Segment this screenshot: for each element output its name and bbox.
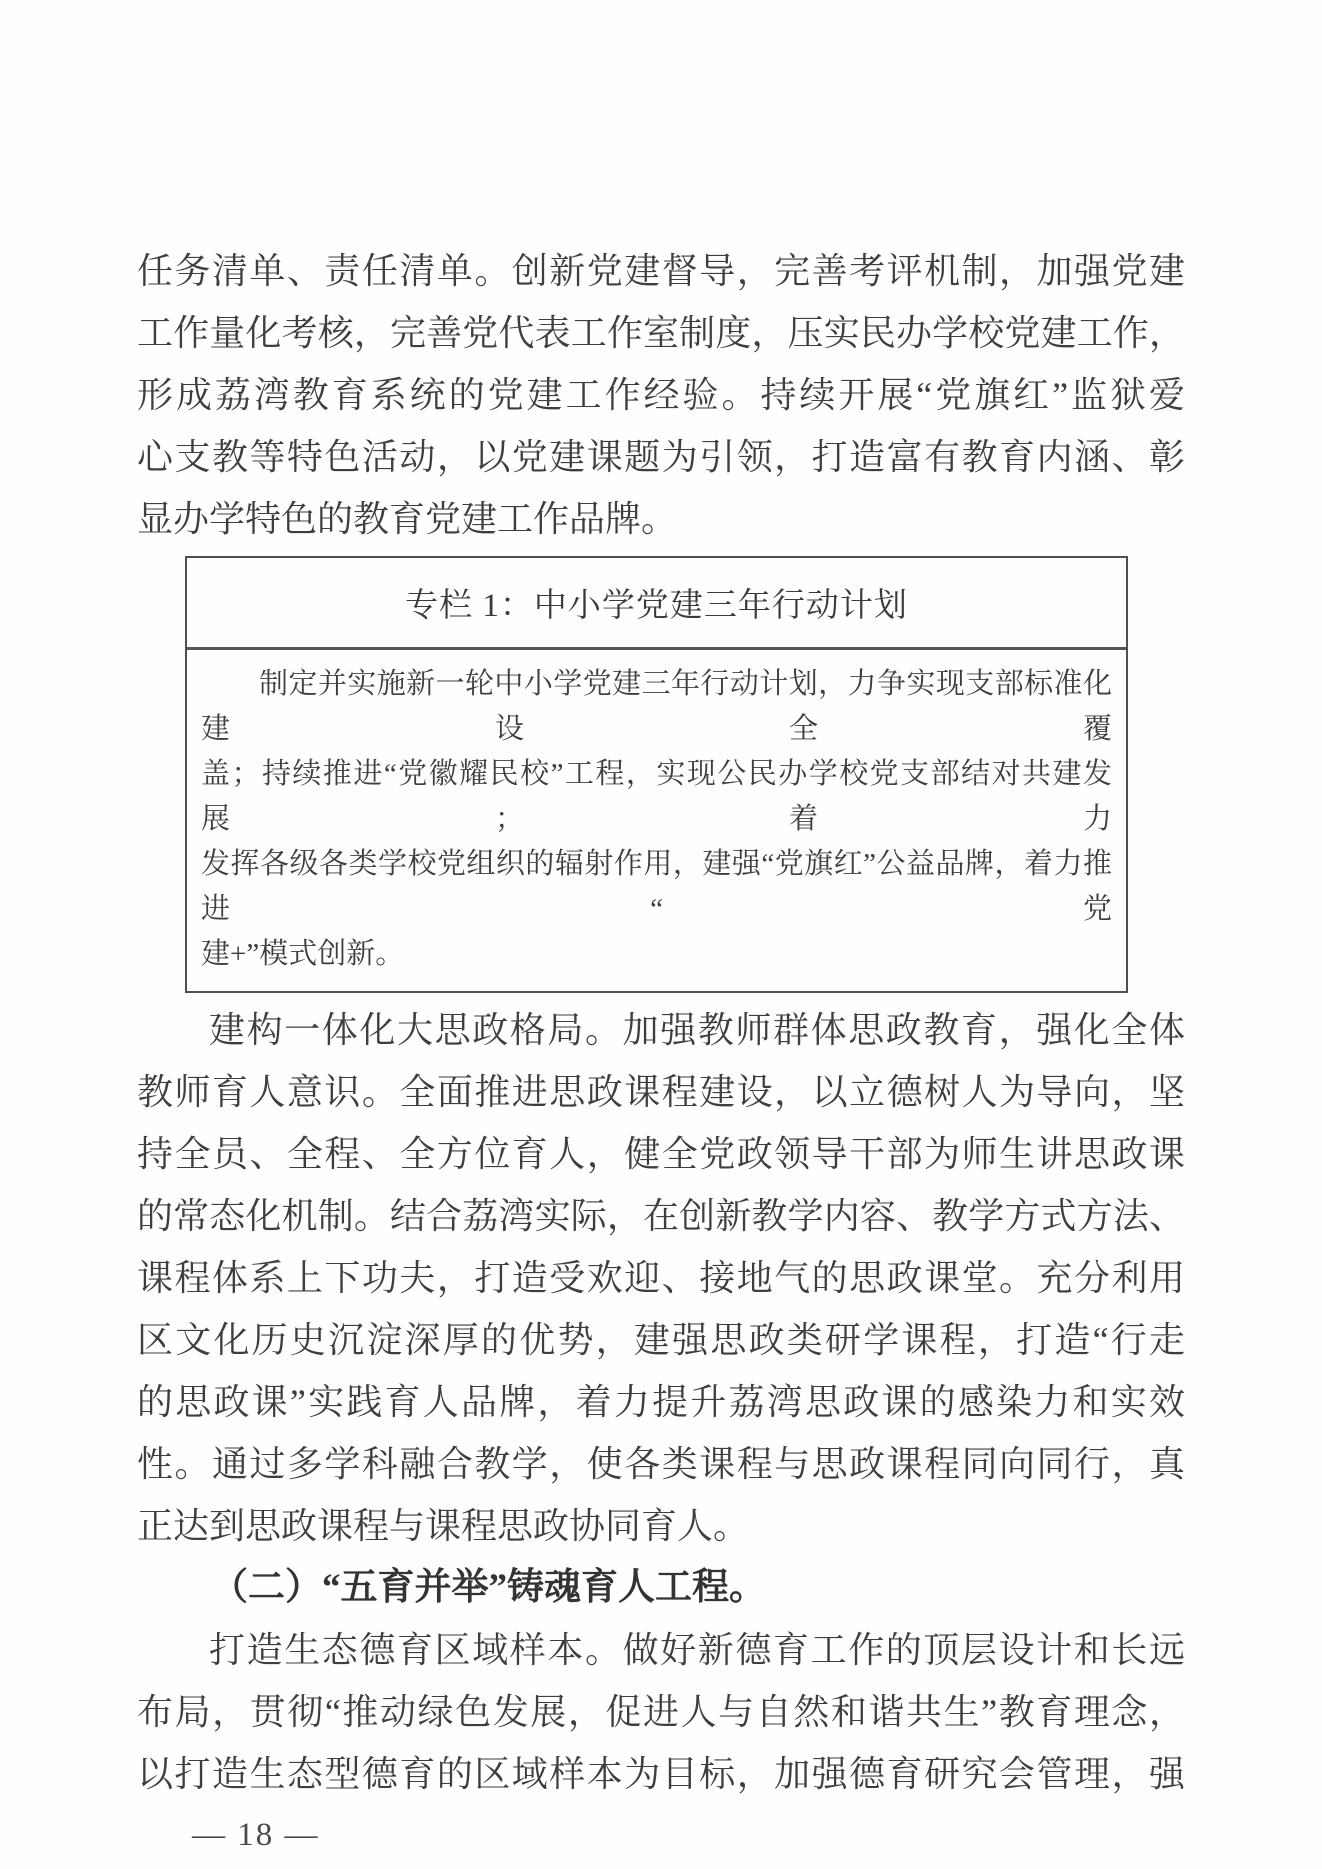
body-line: 正达到思政课程与课程思政协同育人。 — [137, 1506, 750, 1546]
body-line: 以打造生态型德育的区域样本为目标，加强德育研究会管理，强 — [137, 1754, 1185, 1794]
body-line: 心支教等特色活动，以党建课题为引领，打造富有教育内涵、彰 — [137, 437, 1185, 477]
body-line: 课程体系上下功夫，打造受欢迎、接地气的思政课堂。充分利用 — [137, 1258, 1185, 1298]
body-line: 工作量化考核，完善党代表工作室制度，压实民办学校党建工作， — [137, 313, 1185, 353]
page-number-footer: — 18 — — [192, 1817, 320, 1853]
policy-box-title: 专栏 1：中小学党建三年行动计划 — [405, 588, 908, 624]
body-line: 布局，贯彻“推动绿色发展，促进人与自然和谐共生”教育理念， — [137, 1692, 1185, 1732]
body-line: 性。通过多学科融合教学，使各类课程与思政课程同向同行，真 — [137, 1444, 1185, 1484]
paragraph-3 — [137, 1619, 1185, 1805]
body-line: 打造生态德育区域样本。做好新德育工作的顶层设计和长远 — [209, 1630, 1185, 1670]
body-line: 建构一体化大思政格局。加强教师群体思政教育，强化全体 — [209, 1010, 1185, 1050]
body-line: 的常态化机制。结合荔湾实际，在创新教学内容、教学方式方法、 — [137, 1196, 1185, 1236]
body-line: 区文化历史沉淀深厚的优势，建强思政类研学课程，打造“行走 — [137, 1320, 1185, 1360]
body-line: 显办学特色的教育党建工作品牌。 — [137, 499, 678, 539]
box-line: 发挥各级各类学校党组织的辐射作用，建强“党旗红”公益品牌，着力推进“党 — [201, 848, 1112, 925]
body-line: 形成荔湾教育系统的党建工作经验。持续开展“党旗红”监狱爱 — [137, 375, 1185, 415]
body-line: 持全员、全程、全方位育人，健全党政领导干部为师生讲思政课 — [137, 1134, 1185, 1174]
page-content — [137, 240, 1185, 1857]
paragraph-1 — [137, 240, 1185, 550]
box-line: 盖；持续推进“党徽耀民校”工程，实现公民办学校党支部结对共建发展；着力 — [201, 758, 1112, 835]
body-line: 的思政课”实践育人品牌，着力提升荔湾思政课的感染力和实效 — [137, 1382, 1185, 1422]
policy-box-header — [187, 558, 1126, 650]
policy-box-body — [187, 650, 1126, 991]
body-line: 任务清单、责任清单。创新党建督导，完善考评机制，加强党建 — [137, 251, 1185, 291]
paragraph-2 — [137, 999, 1185, 1557]
section-heading: （二）“五育并举”铸魂育人工程。 — [211, 1567, 766, 1608]
policy-column-box — [185, 556, 1128, 993]
body-line: 教师育人意识。全面推进思政课程建设，以立德树人为导向，坚 — [137, 1072, 1185, 1112]
box-line: 制定并实施新一轮中小学党建三年行动计划，力争实现支部标准化建设全覆 — [201, 668, 1112, 745]
box-line: 建+”模式创新。 — [201, 938, 405, 970]
